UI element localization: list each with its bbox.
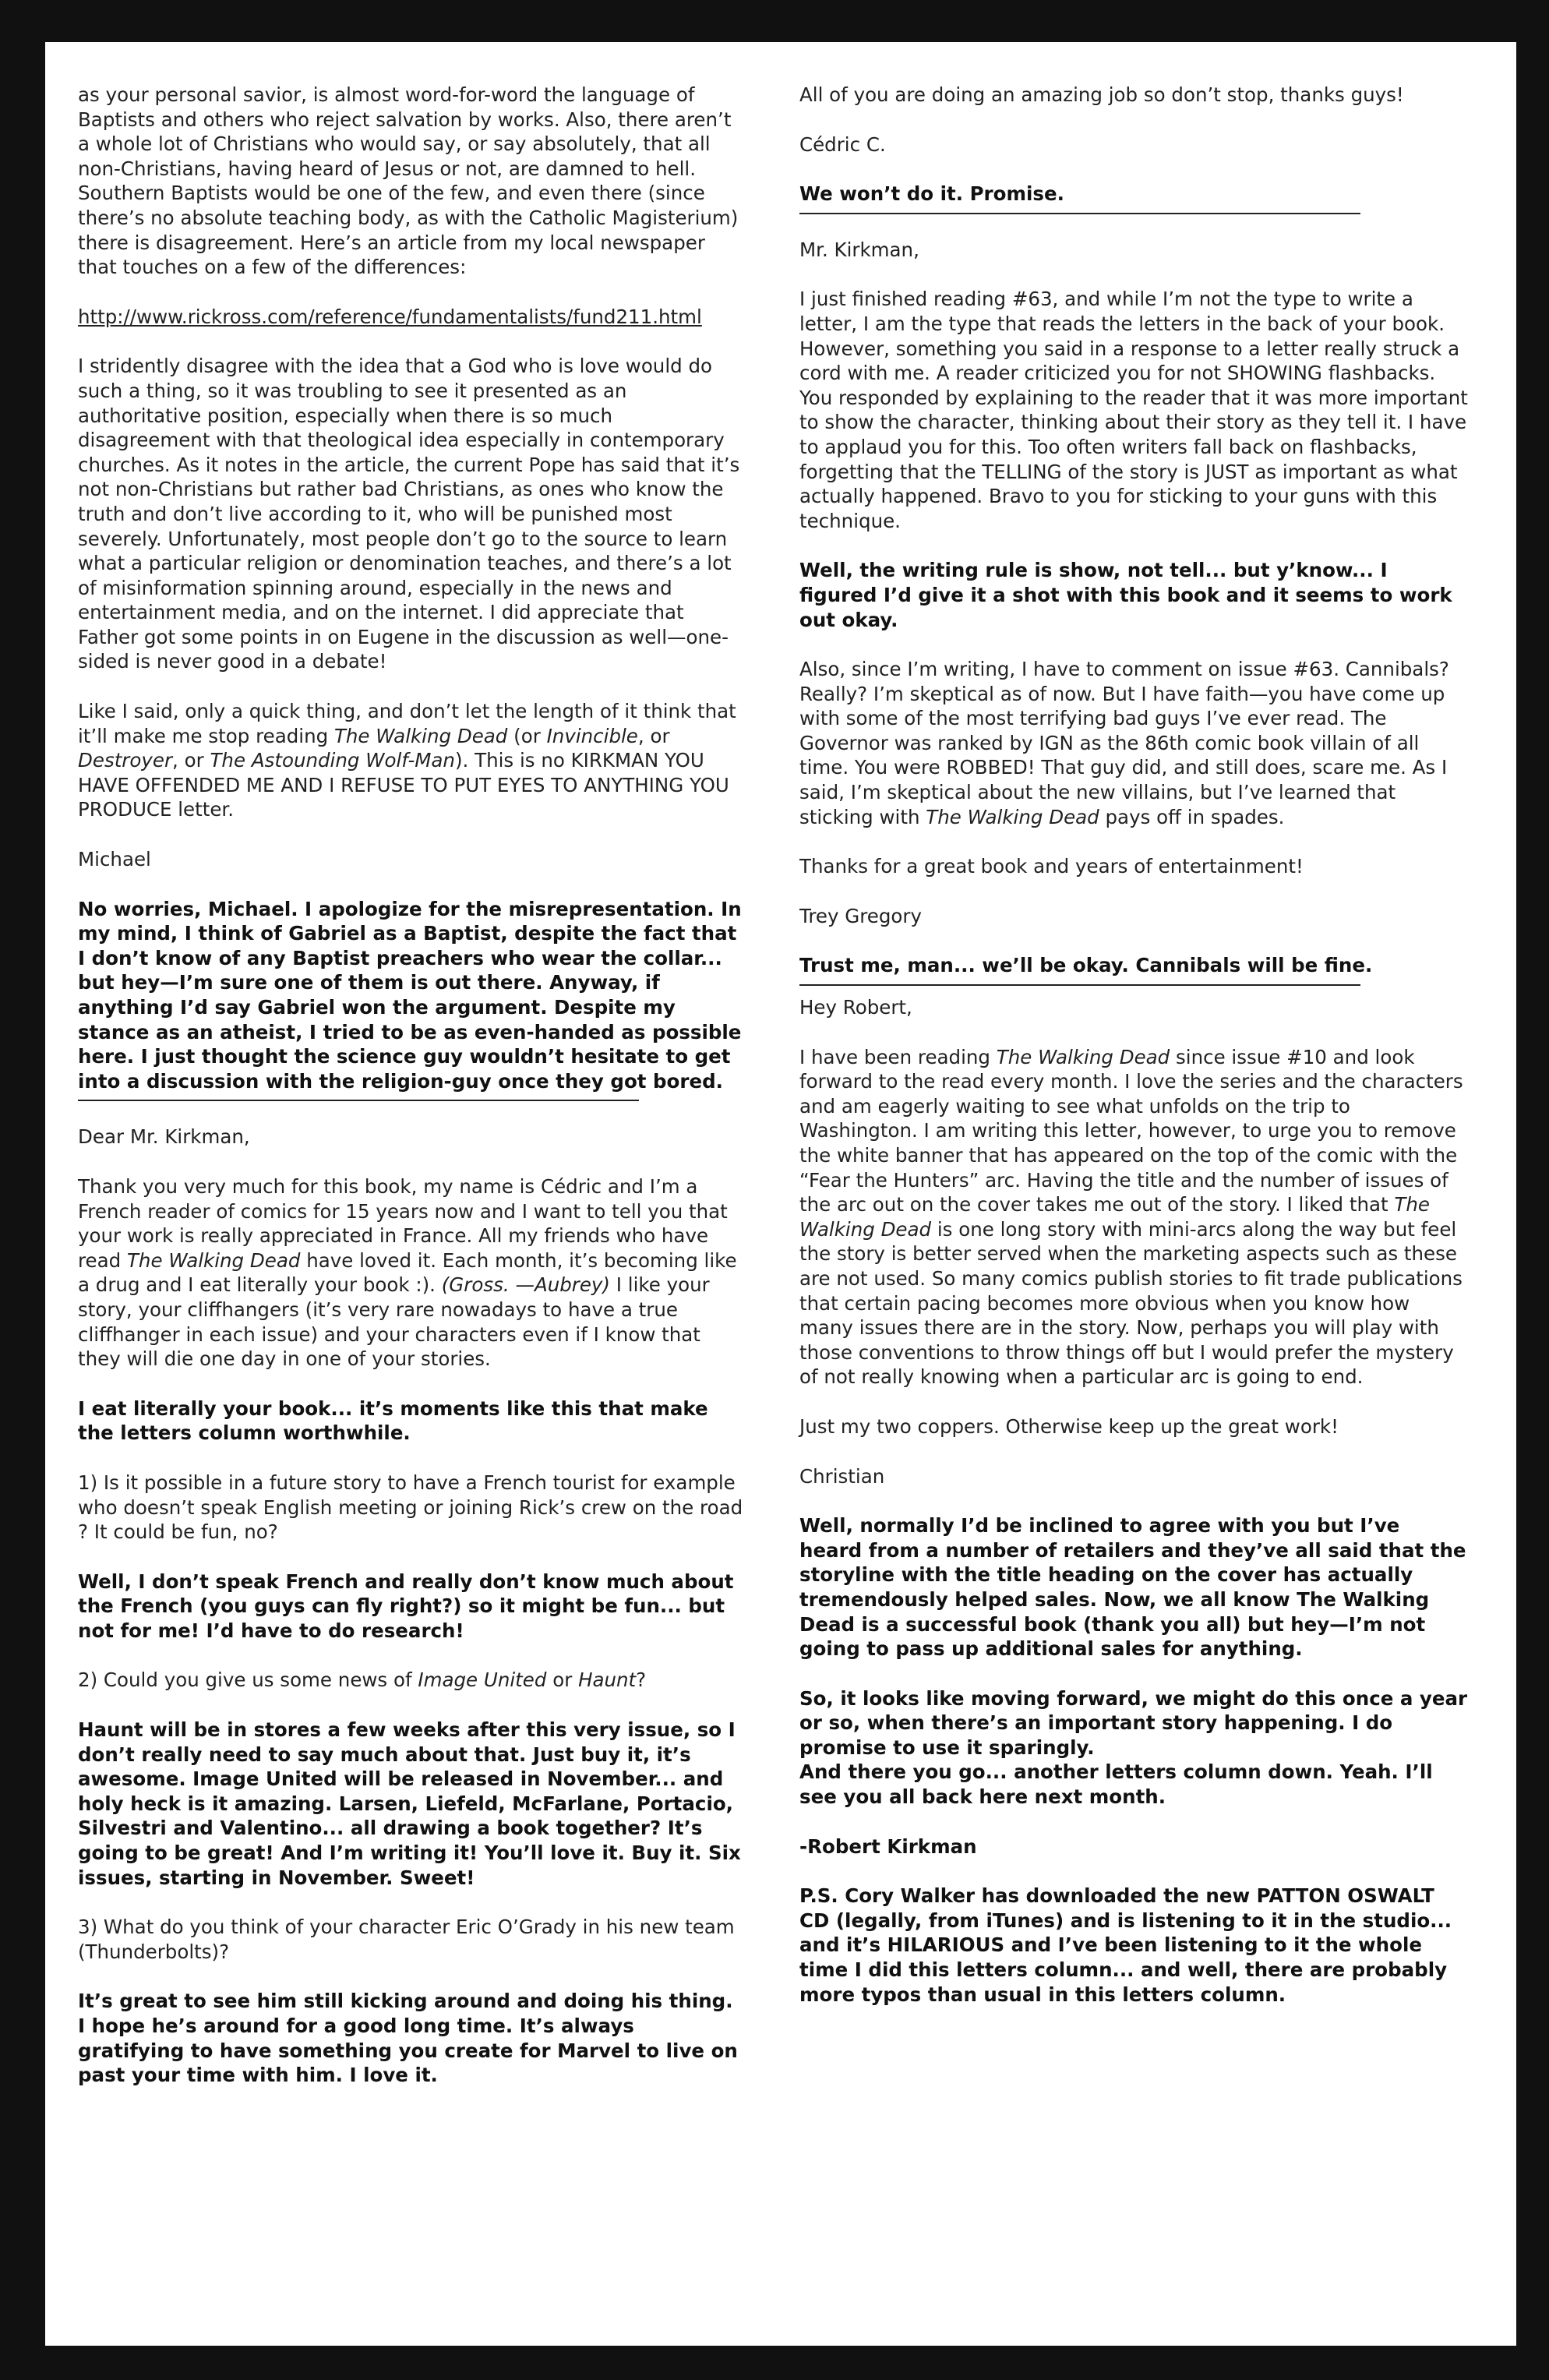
letter-paragraph: All of you are doing an amazing job so don’t stop, thanks guys! [799, 83, 1404, 106]
letter-signature: Christian [799, 1464, 885, 1488]
editor-reply: Well, normally I’d be inclined to agree with you but I’ve heard from a number of retailers and they’ve all said that the storyline with the title heading on the cover has actually tremendously helped sales. Now, we all know The Walking Dead is a successful book (thank you all) but hey—I’m not going to pass up additional sales for anything. [799, 1514, 1466, 1661]
letter-paragraph: as your personal savior, is almost word-for-word the language of Baptists and others who reject salvation by works. Also, there aren’t a whole lot of Christians who would say, or say absolutely, that all non-Christians, having heard of Jesus or not, are damned to hell. Southern Baptists would be one of the few, and even there (since there’s no absolute teaching body, as with the Catholic Magisterium) there is disagreement. Here’s an article from my local newspaper that touches on a few of the differences: [78, 83, 739, 279]
letter-greeting: Mr. Kirkman, [799, 238, 919, 261]
letter-paragraph: I just finished reading #63, and while I’m not the type to write a letter, I am the type that reads the letters in the back of your book. However, something you said in a response to a letter really struck a cord with me. A reader criticized you for not SHOWING flashbacks. You responded by explaining to the reader that it was more important to show the character, thinking about their story as they tell it. I have to applaud you for this. Too often writers fall back on flashbacks, forgetting that the TELLING of the story is JUST as important as what actually happened. Bravo to you for sticking to your guns with this technique. [799, 288, 1468, 532]
editor-reply: We won’t do it. Promise. [799, 182, 1064, 206]
letter-greeting: Hey Robert, [799, 996, 912, 1019]
editor-reply: So, it looks like moving forward, we might do this once a year or so, when there’s an important story happening. I do promise to use it sparingly. And there you go... another letters column down. Yeah. I’ll see you all back here next month. [799, 1686, 1468, 1809]
letter-signature: Michael [78, 848, 151, 871]
divider [799, 213, 1360, 214]
letter-paragraph: Like I said, only a quick thing, and don’t let the length of it think that it’ll make me stop reading The Walking Dead (or Invincible, or Destroyer, or The Astounding Wolf-Man). This is no KIRKMAN YOU HAVE OFFENDED ME AND I REFUSE TO PUT EYES TO ANYTHING YOU PRODUCE letter. [78, 700, 736, 821]
editor-reply: Trust me, man... we’ll be okay. Cannibals will be fine. [799, 954, 1373, 977]
letter-paragraph: Just my two coppers. Otherwise keep up the great work! [799, 1414, 1339, 1438]
left-column [78, 83, 746, 2113]
letter-signature: Trey Gregory [799, 904, 922, 927]
divider [799, 984, 1360, 986]
letter-question: 3) What do you think of your character Eric O’Grady in his new team (Thunderbolts)? [78, 1916, 735, 1963]
editor-reply: Well, I don’t speak French and really don’t know much about the French (you guys can fly right?) so it might be fun... but not for me! I’d have to do research! [78, 1570, 734, 1642]
editor-reply: No worries, Michael. I apologize for the misrepresentation. In my mind, I think of Gabriel as a Baptist, despite the fact that I don’t know of any Baptist preachers who wear the collar... but hey—I’m sure one of them is out there. Anyway, if anything I’d say Gabriel won the argument. Despite my stance as an atheist, I tried to be as even-handed as possible here. I just thought the science guy wouldn’t hesitate to get into a discussion with the religion-guy once they got bored. [78, 897, 742, 1093]
divider [78, 1100, 639, 1101]
letter-signature: Cédric C. [799, 132, 886, 156]
article-link-paragraph [78, 305, 746, 330]
letter-question: 1) Is it possible in a future story to have a French tourist for example who doesn’t speak English meeting or joining Rick’s crew on the road ? It could be fun, no? [78, 1471, 743, 1544]
letter-paragraph: I have been reading The Walking Dead since issue #10 and look forward to the read every month. I love the series and the characters and am eagerly waiting to see what unfolds on the trip to Washington. I am writing this letter, however, to urge you to remove the white banner that has appeared on the top of the comic with the “Fear the Hunters” arc. Having the title and the number of issues of the arc out on the cover takes me out of the story. I liked that The Walking Dead is one long story with mini-arcs along the way but feel the story is better served when the marketing aspects such as these are not used. So many comics publish stories to fit trade publications that certain pacing becomes more obvious when you know how many issues there are in the story. Now, perhaps you will play with those conventions to throw things off but I would prefer the mystery of not really knowing when a particular arc is going to end. [799, 1045, 1463, 1389]
letter-paragraph: Also, since I’m writing, I have to comment on issue #63. Cannibals? Really? I’m skeptical as of now. But I have faith—you have come up with some of the most terrifying bad guys I’ve ever read. The Governor was ranked by IGN as the 86th comic book villain of all time. You were ROBBED! That guy did, and still does, scare me. As I said, I’m skeptical about the new villains, but I’ve learned that sticking with The Walking Dead pays off in spades. [799, 658, 1449, 828]
editor-reply: I eat literally your book... it’s moments like this that make the letters column worthwhile. [78, 1397, 708, 1445]
postscript: P.S. Cory Walker has downloaded the new PATTON OSWALT CD (legally, from iTunes) and is listening to it in the studio... and it’s HILARIOUS and I’ve been listening to it the whole time I did this letters column... and well, there are probably more typos than usual in this letters column. [799, 1884, 1452, 2006]
editor-reply: Well, the writing rule is show, not tell... but y’know... I figured I’d give it a shot with this book and it seems to work out okay. [799, 559, 1452, 631]
letters-page [45, 42, 1516, 2346]
letter-question: 2) Could you give us some news of Image United or Haunt? [78, 1668, 647, 1692]
editor-reply: It’s great to see him still kicking around and doing his thing. I hope he’s around for a good long time. It’s always gratifying to have something you create for Marvel to live on past your time with him. I love it. [78, 1990, 738, 2087]
editor-reply: Haunt will be in stores a few weeks after this very issue, so I don’t really need to say much about that. Just buy it, it’s awesome. Image United will be released in November... and holy heck is it amazing. Larsen, Liefeld, McFarlane, Portacio, Silvestri and Valentino... all drawing a book together? It’s going to be great! And I’m writing it! You’ll love it. Buy it. Six issues, starting in November. Sweet! [78, 1718, 741, 1889]
letter-paragraph: Thank you very much for this book, my name is Cédric and I’m a French reader of comics for 15 years now and I want to tell you that your work is really appreciated in France. All my friends who have read The Walking Dead have loved it. Each month, it’s becoming like a drug and I eat literally your book :). (Gross. —Aubrey) I like your story, your cliffhangers (it’s very rare nowadays to have a true cliffhanger in each issue) and your characters even if I know that they will die one day in one of your stories. [78, 1174, 737, 1371]
letter-paragraph: I stridently disagree with the idea that a God who is love would do such a thing, so it was troubling to see it presented as an authoritative position, especially when there is so much disagreement with that theological idea especially in contemporary churches. As it notes in the article, the current Pope has said that it’s not non-Christians but rather bad Christians, as ones who know the truth and don’t live according to it, who will be punished most severely. Unfortunately, most people don’t go to the source to learn what a particular religion or denomination teaches, and there’s a lot of misinformation spinning around, especially in the news and entertainment media, and on the internet. I did appreciate that Father got some points in on Eugene in the discussion as well—one-sided is never good in a debate! [78, 355, 740, 673]
article-link[interactable]: http://www.rickross.com/reference/fundamentalists/fund211.html [78, 305, 702, 328]
editor-signoff: -Robert Kirkman [799, 1834, 977, 1858]
right-column [799, 83, 1468, 2032]
letter-paragraph: Thanks for a great book and years of entertainment! [799, 855, 1304, 878]
letter-greeting: Dear Mr. Kirkman, [78, 1125, 250, 1149]
